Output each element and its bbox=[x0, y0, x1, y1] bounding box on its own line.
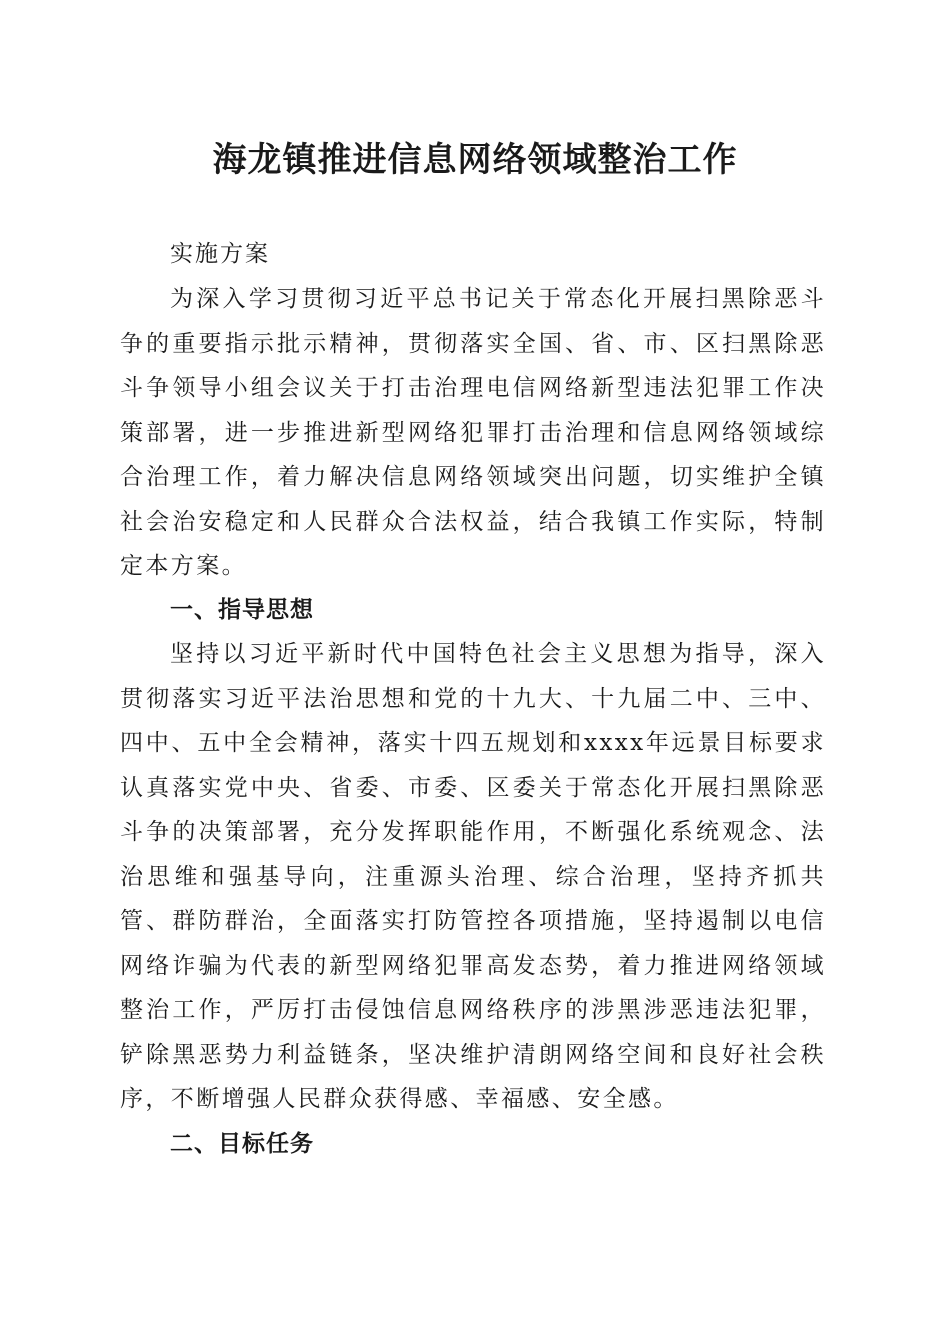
section-heading-guiding-ideology: 一、指导思想 bbox=[170, 597, 314, 623]
document-title: 海龙镇推进信息网络领域整治工作 bbox=[212, 140, 738, 180]
section-heading-goals-tasks: 二、目标任务 bbox=[170, 1131, 314, 1157]
intro-paragraph: 为深入学习贯彻习近平总书记关于常态化开展扫黑除恶斗争的重要指示批示精神，贯彻落实全国、省、市、区扫黑除恶斗争领导小组会议关于打击治理电信网络新型违法犯罪工作决策部署，进一步推进新型网络犯罪打击治理和信息网络领域综合治理工作，着力解决信息网络领域突出问题，切实维护全镇社会治安稳定和人民群众合法权益，结合我镇工作实际，特制定本方案。 bbox=[120, 286, 826, 579]
document-subtitle: 实施方案 bbox=[170, 241, 270, 267]
guiding-ideology-paragraph: 坚持以习近平新时代中国特色社会主义思想为指导，深入贯彻落实习近平法治思想和党的十九大、十九届二中、三中、四中、五中全会精神，落实十四五规划和xxxx年远景目标要求认真落实党中央、省委、市委、区委关于常态化开展扫黑除恶斗争的决策部署，充分发挥职能作用，不断强化系统观念、法治思维和强基导向，注重源头治理、综合治理，坚持齐抓共管、群防群治，全面落实打防管控各项措施，坚持遏制以电信网络诈骗为代表的新型网络犯罪高发态势，着力推进网络领域整治工作，严厉打击侵蚀信息网络秩序的涉黑涉恶违法犯罪，铲除黑恶势力利益链条，坚决维护清朗网络空间和良好社会秩序，不断增强人民群众获得感、幸福感、安全感。 bbox=[120, 641, 826, 1112]
